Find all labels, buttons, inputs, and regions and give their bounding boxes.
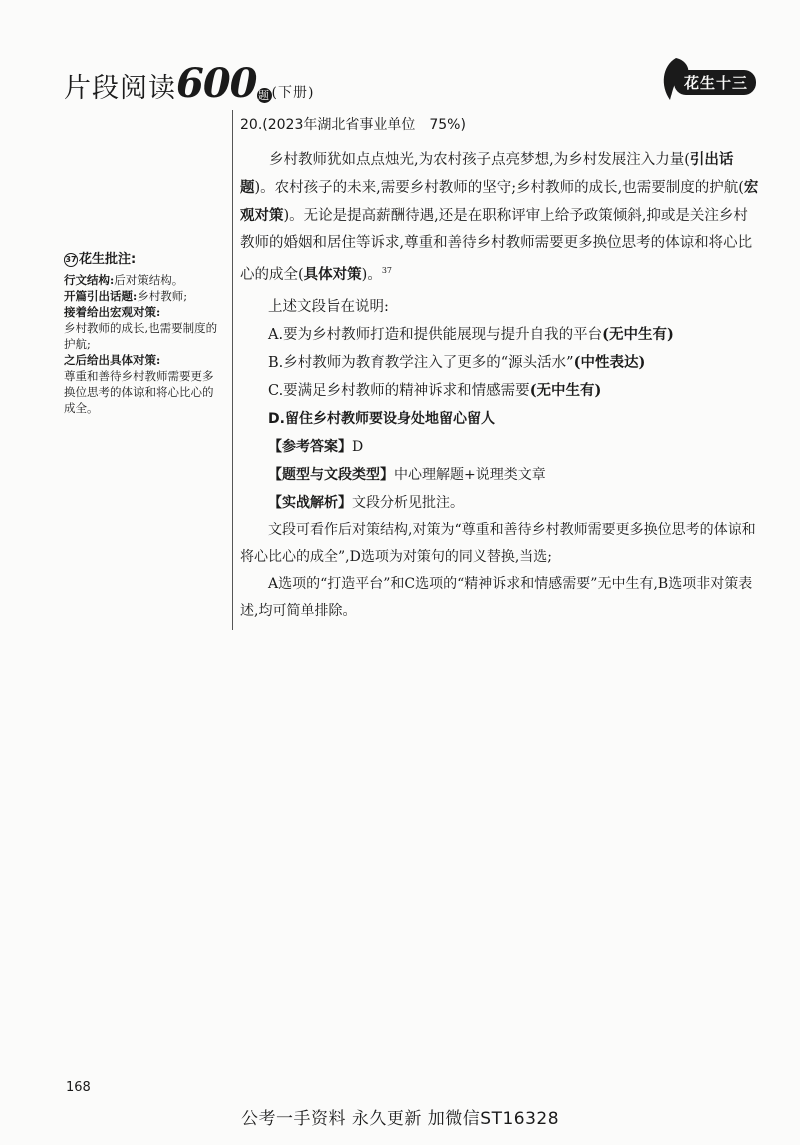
question-passage: [240, 146, 760, 289]
annotation-line: [64, 272, 224, 288]
option-a: [240, 321, 760, 349]
annotation-line: [64, 304, 224, 320]
annotation-text: 乡村教师的成长,也需要制度的护航;: [64, 321, 218, 351]
question-type-value: 中心理解题+说理类文章: [394, 466, 546, 483]
question-type-label: 【题型与文段类型】: [268, 466, 394, 483]
answer-key-label: 【参考答案】: [268, 438, 352, 455]
brand-logo: [656, 56, 764, 102]
question-heading: 20.(2023年湖北省事业单位 75%): [240, 117, 466, 133]
page-number: 168: [66, 1080, 91, 1095]
sidebar-title: [64, 252, 224, 268]
option-text: C.要满足乡村教师的精神诉求和情感需要: [268, 382, 530, 399]
passage-text: 乡村教师犹如点点烛光,为农村孩子点亮梦想,为乡村发展注入力量(: [269, 152, 690, 168]
question-body: [240, 114, 760, 625]
column-divider: [232, 110, 233, 630]
passage-text: )。农村孩子的未来,需要乡村教师的坚守;乡村教师的成长,也需要制度的护航(: [254, 180, 744, 196]
note-reference: 37: [381, 266, 393, 275]
annotation-label: 接着给出宏观对策:: [64, 305, 161, 319]
option-b: [240, 349, 760, 377]
annotation-text: 乡村教师;: [137, 289, 188, 303]
annotation-label: 开篇引出话题:: [64, 289, 138, 303]
passage-text: )。: [361, 266, 382, 283]
question-stem: 上述文段旨在说明:: [268, 298, 389, 315]
brand-text: 花生十三: [674, 70, 756, 95]
volume-label: (下册): [271, 85, 315, 101]
annotation-label: 行文结构:: [64, 273, 115, 287]
title-number: 600: [176, 60, 257, 107]
passage-mark: 具体对策: [303, 265, 362, 283]
passage-mark: 宏观对策: [240, 179, 759, 224]
analysis-heading: [240, 489, 760, 517]
passage-text: )。无论是提高薪酬待遇,还是在职称评审上给予政策倾斜,抑或是关注乡村教师的婚姻和居住等诉求,尊重和善待乡村教师需要更多换位思考的体谅和将心比心的成全(: [240, 208, 753, 283]
footer-watermark: 公考一手资料 永久更新 加微信ST16328: [240, 1109, 560, 1129]
annotation-line: [64, 352, 224, 368]
annotation-line: [64, 320, 224, 352]
title-prefix: 片段阅读: [64, 73, 176, 104]
annotation-label: 之后给出具体对策:: [64, 353, 161, 367]
option-c: [240, 377, 760, 405]
annotation-sidebar: [64, 252, 224, 416]
annotation-line: [64, 288, 224, 304]
annotation-line: [64, 368, 224, 416]
option-text: A.要为乡村教师打造和提供能展现与提升自我的平台: [268, 326, 603, 343]
analysis-label: 【实战解析】: [268, 494, 352, 511]
option-text: B.乡村教师为教育教学注入了更多的“源头活水”: [268, 354, 574, 371]
option-d: [240, 405, 760, 433]
note-number: 37: [64, 253, 78, 267]
annotation-text: 尊重和善待乡村教师需要更多换位思考的体谅和将心比心的成全。: [64, 369, 214, 415]
book-title: [64, 60, 314, 107]
answer-key: [240, 433, 760, 461]
annotation-text: 后对策结构。: [114, 273, 184, 287]
sidebar-title-text: 花生批注:: [79, 252, 137, 267]
option-text: D.留住乡村教师要设身处地留心留人: [268, 410, 495, 427]
option-tag: (无中生有): [602, 325, 674, 343]
option-tag: (中性表达): [573, 353, 646, 371]
option-tag: (无中生有): [529, 381, 602, 399]
passage-mark: 引出话题: [240, 151, 734, 196]
analysis-paragraph: 文段可看作后对策结构,对策为“尊重和善待乡村教师需要更多换位思考的体谅和将心比心的成全”,D选项为对策句的同义替换,当选;: [240, 521, 756, 565]
analysis-paragraph: A选项的“打造平台”和C选项的“精神诉求和情感需要”无中生有,B选项非对策表述,均可简单排除。: [240, 575, 753, 619]
analysis-intro: 文段分析见批注。: [352, 494, 464, 511]
question-type: [240, 461, 760, 489]
page-header: [64, 52, 764, 107]
title-ti-badge: 题: [258, 89, 270, 102]
answer-key-value: D: [352, 438, 364, 455]
